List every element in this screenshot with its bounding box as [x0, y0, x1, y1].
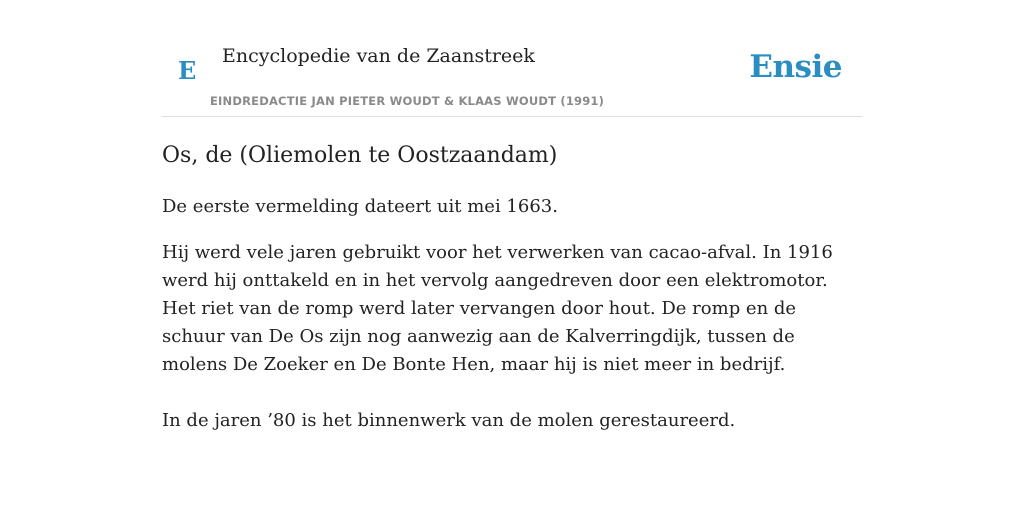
site-header: [162, 0, 862, 117]
brand-logo[interactable]: Ensie: [749, 49, 842, 85]
article-paragraph: De eerste vermelding dateert uit mei 1663.: [162, 196, 558, 217]
article-paragraph: Hij werd vele jaren gebruikt voor het verwerken van cacao-afval. In 1916 werd hij onttakeld en in het vervolg aangedreven door een elektromotor. Het riet van de romp werd later vervangen door hout. De romp en de schuur van De Os zijn nog aanwezig aan de Kalverringdijk, tussen de molens De Zoeker en De Bonte Hen, maar hij is niet meer in bedrijf.: [162, 242, 833, 375]
logo-icon[interactable]: E: [178, 56, 197, 85]
site-title[interactable]: Encyclopedie van de Zaanstreek: [222, 45, 535, 67]
site-subtitle: EINDREDACTIE JAN PIETER WOUDT & KLAAS WOUDT (1991): [210, 94, 605, 108]
page: [162, 0, 862, 435]
article-title: Os, de (Oliemolen te Oostzaandam): [162, 143, 558, 168]
article-paragraph: In de jaren ’80 is het binnenwerk van de molen gerestaureerd.: [162, 410, 736, 431]
